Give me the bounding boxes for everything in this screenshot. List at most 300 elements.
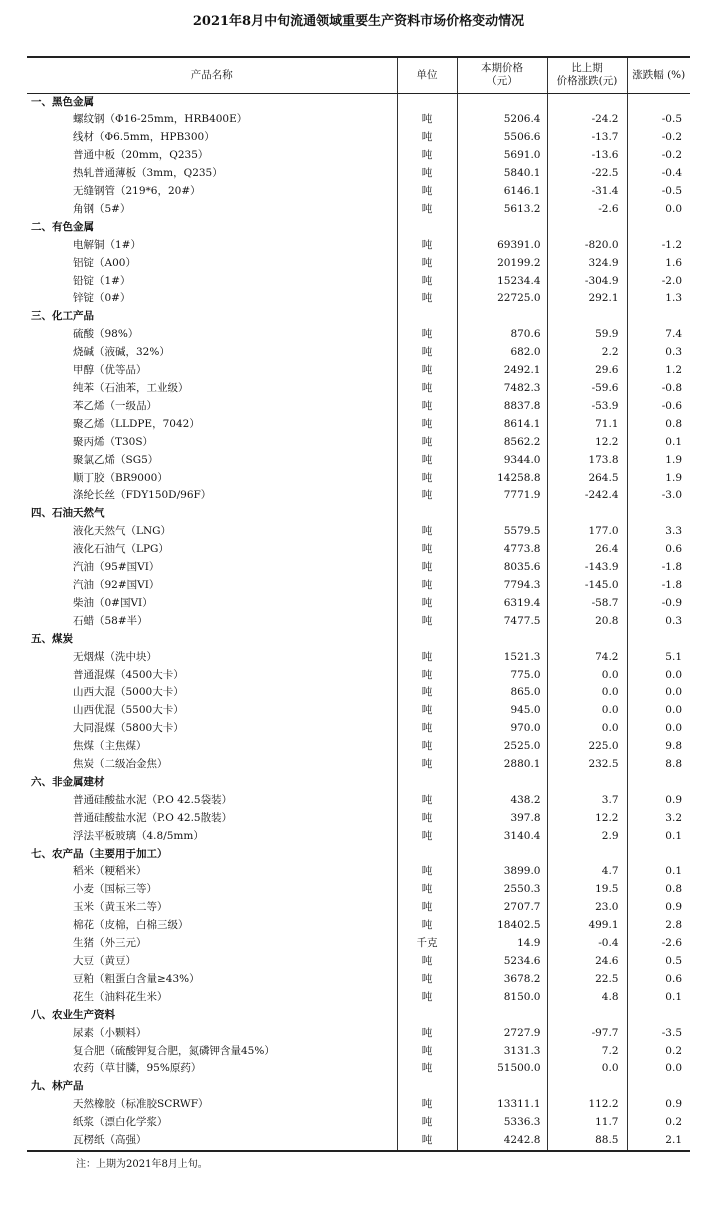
percent-cell: -1.8 bbox=[627, 559, 690, 577]
product-name: 角钢（5#） bbox=[73, 202, 131, 215]
unit-cell: 吨 bbox=[397, 1114, 457, 1132]
percent-cell: 7.4 bbox=[627, 326, 690, 344]
price-cell: 2727.9 bbox=[457, 1025, 547, 1043]
table-row bbox=[27, 577, 690, 595]
product-name: 纸浆（漂白化学浆） bbox=[73, 1116, 168, 1129]
category-title: 四、石油天然气 bbox=[31, 507, 105, 520]
product-name: 山西优混（5500大卡） bbox=[73, 704, 184, 717]
unit-cell: 吨 bbox=[397, 989, 457, 1007]
unit-cell: 吨 bbox=[397, 326, 457, 344]
percent-cell: 0.0 bbox=[627, 1060, 690, 1078]
price-cell: 865.0 bbox=[457, 684, 547, 702]
change-cell: -13.6 bbox=[547, 147, 627, 165]
header-unit: 单位 bbox=[397, 57, 457, 93]
unit-cell: 吨 bbox=[397, 863, 457, 881]
product-name: 电解铜（1#） bbox=[73, 238, 141, 251]
price-cell: 438.2 bbox=[457, 792, 547, 810]
product-name: 复合肥（硫酸钾复合肥，氮磷钾含量45%） bbox=[73, 1044, 275, 1057]
product-name: 涤纶长丝（FDY150D/96F） bbox=[73, 489, 212, 502]
table-row bbox=[27, 989, 690, 1007]
product-name: 普通混煤（4500大卡） bbox=[73, 668, 184, 681]
category-unit-cell bbox=[397, 93, 457, 111]
unit-cell: 吨 bbox=[397, 434, 457, 452]
change-cell: 29.6 bbox=[547, 362, 627, 380]
change-cell: 4.8 bbox=[547, 989, 627, 1007]
footnote: 注：上期为2021年8月上旬。 bbox=[76, 1159, 208, 1170]
unit-cell: 吨 bbox=[397, 595, 457, 613]
percent-cell: 0.0 bbox=[627, 684, 690, 702]
product-name: 瓦楞纸（高强） bbox=[27, 1132, 397, 1151]
percent-cell: 0.1 bbox=[627, 828, 690, 846]
price-cell: 15234.4 bbox=[457, 273, 547, 291]
category-change-cell bbox=[547, 505, 627, 523]
price-cell: 397.8 bbox=[457, 810, 547, 828]
table-row bbox=[27, 290, 690, 308]
category-unit-cell bbox=[397, 846, 457, 864]
table-row bbox=[27, 1132, 690, 1151]
unit-cell: 吨 bbox=[397, 255, 457, 273]
table-row bbox=[27, 917, 690, 935]
change-cell: 12.2 bbox=[547, 434, 627, 452]
change-cell: 2.2 bbox=[547, 344, 627, 362]
price-cell: 14258.8 bbox=[457, 470, 547, 488]
unit-cell: 吨 bbox=[397, 165, 457, 183]
category-price-cell bbox=[457, 774, 547, 792]
price-table bbox=[27, 56, 690, 1152]
change-cell: -820.0 bbox=[547, 237, 627, 255]
price-cell: 18402.5 bbox=[457, 917, 547, 935]
product-name: 硫酸（98%） bbox=[73, 328, 139, 341]
price-cell: 7482.3 bbox=[457, 380, 547, 398]
category-row bbox=[27, 308, 690, 326]
percent-cell: 0.9 bbox=[627, 899, 690, 917]
price-cell: 69391.0 bbox=[457, 237, 547, 255]
change-cell: -31.4 bbox=[547, 183, 627, 201]
product-name: 铅锭（1#） bbox=[73, 274, 131, 287]
product-name: 甲醇（优等品） bbox=[73, 364, 147, 377]
percent-cell: 0.0 bbox=[627, 720, 690, 738]
table-row bbox=[27, 1043, 690, 1061]
change-cell: -58.7 bbox=[547, 595, 627, 613]
category-change-cell bbox=[547, 219, 627, 237]
category-unit-cell bbox=[397, 308, 457, 326]
category-unit-cell bbox=[397, 1078, 457, 1096]
price-cell: 7771.9 bbox=[457, 487, 547, 505]
table-header bbox=[27, 57, 690, 93]
change-cell: 7.2 bbox=[547, 1043, 627, 1061]
unit-cell: 吨 bbox=[397, 1096, 457, 1114]
product-name: 豆粕（粗蛋白含量≥43%） bbox=[73, 972, 200, 985]
unit-cell: 吨 bbox=[397, 667, 457, 685]
change-cell: 173.8 bbox=[547, 452, 627, 470]
change-cell: 0.0 bbox=[547, 720, 627, 738]
change-cell: 88.5 bbox=[547, 1132, 627, 1151]
category-row bbox=[27, 846, 690, 864]
category-unit-cell bbox=[397, 631, 457, 649]
table-row bbox=[27, 362, 690, 380]
product-name: 铝锭（A00） bbox=[73, 256, 136, 269]
table-row bbox=[27, 273, 690, 291]
percent-cell: 0.5 bbox=[627, 953, 690, 971]
change-cell: 71.1 bbox=[547, 416, 627, 434]
percent-cell: 1.9 bbox=[627, 452, 690, 470]
percent-cell: -0.4 bbox=[627, 165, 690, 183]
product-name: 液化石油气（LPG） bbox=[73, 543, 169, 556]
product-name: 无烟煤（洗中块） bbox=[73, 650, 157, 663]
percent-cell: 2.8 bbox=[627, 917, 690, 935]
category-pct-cell bbox=[627, 505, 690, 523]
percent-cell: 0.6 bbox=[627, 971, 690, 989]
change-cell: 19.5 bbox=[547, 881, 627, 899]
product-name: 玉米（黄玉米二等） bbox=[73, 901, 168, 914]
product-name: 普通硅酸盐水泥（P.O 42.5散装） bbox=[73, 811, 233, 824]
change-cell: 292.1 bbox=[547, 290, 627, 308]
price-cell: 870.6 bbox=[457, 326, 547, 344]
table-row bbox=[27, 1114, 690, 1132]
unit-cell: 吨 bbox=[397, 344, 457, 362]
percent-cell: 0.8 bbox=[627, 416, 690, 434]
percent-cell: -0.2 bbox=[627, 147, 690, 165]
change-cell: -59.6 bbox=[547, 380, 627, 398]
category-row bbox=[27, 219, 690, 237]
category-pct-cell bbox=[627, 1078, 690, 1096]
unit-cell: 吨 bbox=[397, 756, 457, 774]
percent-cell: 0.0 bbox=[627, 667, 690, 685]
table-row bbox=[27, 649, 690, 667]
product-name: 小麦（国标三等） bbox=[73, 883, 157, 896]
product-name: 无缝钢管（219*6，20#） bbox=[73, 185, 201, 198]
table-row bbox=[27, 380, 690, 398]
percent-cell: -0.8 bbox=[627, 380, 690, 398]
percent-cell: -1.2 bbox=[627, 237, 690, 255]
unit-cell: 吨 bbox=[397, 1025, 457, 1043]
change-cell: 4.7 bbox=[547, 863, 627, 881]
unit-cell: 吨 bbox=[397, 541, 457, 559]
price-cell: 970.0 bbox=[457, 720, 547, 738]
percent-cell: -3.5 bbox=[627, 1025, 690, 1043]
category-row bbox=[27, 505, 690, 523]
product-name: 农药（草甘膦，95%原药） bbox=[73, 1062, 202, 1075]
price-cell: 3131.3 bbox=[457, 1043, 547, 1061]
category-row bbox=[27, 1007, 690, 1025]
price-cell: 2707.7 bbox=[457, 899, 547, 917]
table-row bbox=[27, 147, 690, 165]
category-price-cell bbox=[457, 219, 547, 237]
percent-cell: -0.2 bbox=[627, 129, 690, 147]
change-cell: 324.9 bbox=[547, 255, 627, 273]
product-name: 天然橡胶（标准胶SCRWF） bbox=[73, 1098, 209, 1111]
category-unit-cell bbox=[397, 219, 457, 237]
table-row bbox=[27, 935, 690, 953]
product-name: 苯乙烯（一级品） bbox=[73, 399, 157, 412]
table-row bbox=[27, 129, 690, 147]
category-price-cell bbox=[457, 631, 547, 649]
table-row bbox=[27, 684, 690, 702]
percent-cell: 8.8 bbox=[627, 756, 690, 774]
change-cell: 20.8 bbox=[547, 613, 627, 631]
product-name: 聚氯乙烯（SG5） bbox=[73, 453, 159, 466]
price-cell: 5840.1 bbox=[457, 165, 547, 183]
change-cell: 59.9 bbox=[547, 326, 627, 344]
change-cell: -0.4 bbox=[547, 935, 627, 953]
price-cell: 945.0 bbox=[457, 702, 547, 720]
change-cell: 0.0 bbox=[547, 702, 627, 720]
percent-cell: 0.2 bbox=[627, 1043, 690, 1061]
change-cell: -22.5 bbox=[547, 165, 627, 183]
category-title: 六、非金属建材 bbox=[31, 775, 105, 788]
price-cell: 3140.4 bbox=[457, 828, 547, 846]
table-row bbox=[27, 667, 690, 685]
category-price-cell bbox=[457, 1007, 547, 1025]
percent-cell: 1.2 bbox=[627, 362, 690, 380]
category-title: 八、农业生产资料 bbox=[31, 1008, 115, 1021]
table-row bbox=[27, 613, 690, 631]
unit-cell: 吨 bbox=[397, 290, 457, 308]
price-cell: 7477.5 bbox=[457, 613, 547, 631]
header-price: 本期价格 （元） bbox=[457, 57, 547, 93]
price-cell: 4773.8 bbox=[457, 541, 547, 559]
product-name: 石蜡（58#半） bbox=[73, 614, 148, 627]
category-title: 七、农产品（主要用于加工） bbox=[31, 847, 168, 860]
table-row bbox=[27, 720, 690, 738]
category-unit-cell bbox=[397, 1007, 457, 1025]
percent-cell: 0.0 bbox=[627, 702, 690, 720]
category-row bbox=[27, 631, 690, 649]
price-cell: 4242.8 bbox=[457, 1132, 547, 1151]
unit-cell: 吨 bbox=[397, 362, 457, 380]
category-pct-cell bbox=[627, 846, 690, 864]
price-cell: 8150.0 bbox=[457, 989, 547, 1007]
table-row bbox=[27, 398, 690, 416]
unit-cell: 吨 bbox=[397, 523, 457, 541]
category-unit-cell bbox=[397, 505, 457, 523]
unit-cell: 吨 bbox=[397, 487, 457, 505]
change-cell: 112.2 bbox=[547, 1096, 627, 1114]
change-cell: 0.0 bbox=[547, 684, 627, 702]
product-name: 锌锭（0#） bbox=[73, 292, 131, 305]
product-name: 聚乙烯（LLDPE，7042） bbox=[73, 417, 200, 430]
unit-cell: 千克 bbox=[397, 935, 457, 953]
change-cell: 264.5 bbox=[547, 470, 627, 488]
price-cell: 8614.1 bbox=[457, 416, 547, 434]
header-change: 比上期 价格涨跌(元) bbox=[547, 57, 627, 93]
percent-cell: -2.6 bbox=[627, 935, 690, 953]
category-title: 一、黑色金属 bbox=[31, 95, 94, 108]
product-name: 汽油（92#国VI） bbox=[73, 578, 160, 591]
unit-cell: 吨 bbox=[397, 702, 457, 720]
change-cell: -143.9 bbox=[547, 559, 627, 577]
price-cell: 5613.2 bbox=[457, 201, 547, 219]
category-pct-cell bbox=[627, 631, 690, 649]
percent-cell: -0.5 bbox=[627, 183, 690, 201]
category-row bbox=[27, 1078, 690, 1096]
table-row bbox=[27, 881, 690, 899]
percent-cell: 0.1 bbox=[627, 989, 690, 1007]
table-row bbox=[27, 255, 690, 273]
table-row bbox=[27, 1060, 690, 1078]
price-cell: 9344.0 bbox=[457, 452, 547, 470]
category-title: 二、有色金属 bbox=[31, 220, 94, 233]
unit-cell: 吨 bbox=[397, 237, 457, 255]
unit-cell: 吨 bbox=[397, 649, 457, 667]
unit-cell: 吨 bbox=[397, 738, 457, 756]
change-cell: -24.2 bbox=[547, 111, 627, 129]
change-cell: 12.2 bbox=[547, 810, 627, 828]
product-name: 聚丙烯（T30S） bbox=[73, 435, 154, 448]
change-cell: 26.4 bbox=[547, 541, 627, 559]
product-name: 焦煤（主焦煤） bbox=[73, 740, 147, 753]
product-name: 普通硅酸盐水泥（P.O 42.5袋装） bbox=[73, 793, 233, 806]
unit-cell: 吨 bbox=[397, 147, 457, 165]
product-name: 汽油（95#国VI） bbox=[73, 561, 160, 574]
category-price-cell bbox=[457, 1078, 547, 1096]
percent-cell: 0.3 bbox=[627, 613, 690, 631]
percent-cell: -0.6 bbox=[627, 398, 690, 416]
table-row bbox=[27, 792, 690, 810]
change-cell: 225.0 bbox=[547, 738, 627, 756]
unit-cell: 吨 bbox=[397, 810, 457, 828]
category-change-cell bbox=[547, 93, 627, 111]
change-cell: 0.0 bbox=[547, 667, 627, 685]
unit-cell: 吨 bbox=[397, 792, 457, 810]
price-cell: 8562.2 bbox=[457, 434, 547, 452]
product-name: 焦炭（二级冶金焦） bbox=[73, 758, 168, 771]
table-row bbox=[27, 434, 690, 452]
table-body bbox=[27, 93, 690, 1151]
change-cell: 23.0 bbox=[547, 899, 627, 917]
category-pct-cell bbox=[627, 774, 690, 792]
percent-cell: 9.8 bbox=[627, 738, 690, 756]
percent-cell: 1.6 bbox=[627, 255, 690, 273]
product-name: 稻米（粳稻米） bbox=[73, 865, 147, 878]
percent-cell: 3.3 bbox=[627, 523, 690, 541]
category-unit-cell bbox=[397, 774, 457, 792]
price-cell: 8837.8 bbox=[457, 398, 547, 416]
percent-cell: -3.0 bbox=[627, 487, 690, 505]
unit-cell: 吨 bbox=[397, 470, 457, 488]
change-cell: 3.7 bbox=[547, 792, 627, 810]
table-row bbox=[27, 326, 690, 344]
price-cell: 682.0 bbox=[457, 344, 547, 362]
unit-cell: 吨 bbox=[397, 613, 457, 631]
unit-cell: 吨 bbox=[397, 881, 457, 899]
product-name: 液化天然气（LNG） bbox=[73, 525, 172, 538]
unit-cell: 吨 bbox=[397, 111, 457, 129]
change-cell: 499.1 bbox=[547, 917, 627, 935]
unit-cell: 吨 bbox=[397, 720, 457, 738]
percent-cell: 3.2 bbox=[627, 810, 690, 828]
category-change-cell bbox=[547, 774, 627, 792]
price-cell: 775.0 bbox=[457, 667, 547, 685]
price-cell: 5506.6 bbox=[457, 129, 547, 147]
table-row bbox=[27, 452, 690, 470]
percent-cell: 0.8 bbox=[627, 881, 690, 899]
category-price-cell bbox=[457, 93, 547, 111]
product-name: 山西大混（5000大卡） bbox=[73, 686, 184, 699]
price-cell: 2525.0 bbox=[457, 738, 547, 756]
product-name: 浮法平板玻璃（4.8/5mm） bbox=[73, 829, 204, 842]
table-row bbox=[27, 523, 690, 541]
price-cell: 14.9 bbox=[457, 935, 547, 953]
table-row bbox=[27, 344, 690, 362]
category-row bbox=[27, 93, 690, 111]
category-change-cell bbox=[547, 846, 627, 864]
unit-cell: 吨 bbox=[397, 917, 457, 935]
unit-cell: 吨 bbox=[397, 452, 457, 470]
category-pct-cell bbox=[627, 1007, 690, 1025]
change-cell: 2.9 bbox=[547, 828, 627, 846]
unit-cell: 吨 bbox=[397, 380, 457, 398]
category-price-cell bbox=[457, 308, 547, 326]
table-row bbox=[27, 953, 690, 971]
unit-cell: 吨 bbox=[397, 684, 457, 702]
unit-cell: 吨 bbox=[397, 559, 457, 577]
change-cell: 0.0 bbox=[547, 1060, 627, 1078]
unit-cell: 吨 bbox=[397, 1060, 457, 1078]
change-cell: -242.4 bbox=[547, 487, 627, 505]
category-row bbox=[27, 774, 690, 792]
percent-cell: 1.3 bbox=[627, 290, 690, 308]
change-cell: 74.2 bbox=[547, 649, 627, 667]
table-row bbox=[27, 470, 690, 488]
percent-cell: 0.1 bbox=[627, 863, 690, 881]
percent-cell: 0.0 bbox=[627, 201, 690, 219]
percent-cell: 5.1 bbox=[627, 649, 690, 667]
price-cell: 22725.0 bbox=[457, 290, 547, 308]
percent-cell: 0.2 bbox=[627, 1114, 690, 1132]
change-cell: 11.7 bbox=[547, 1114, 627, 1132]
table-row bbox=[27, 1096, 690, 1114]
category-change-cell bbox=[547, 1078, 627, 1096]
unit-cell: 吨 bbox=[397, 953, 457, 971]
product-name: 尿素（小颗料） bbox=[73, 1026, 147, 1039]
table-row bbox=[27, 971, 690, 989]
product-name: 大豆（黄豆） bbox=[73, 955, 136, 967]
price-cell: 5691.0 bbox=[457, 147, 547, 165]
product-name: 生猪（外三元） bbox=[73, 937, 147, 950]
change-cell: 22.5 bbox=[547, 971, 627, 989]
table-row bbox=[27, 559, 690, 577]
percent-cell: 1.9 bbox=[627, 470, 690, 488]
percent-cell: 0.6 bbox=[627, 541, 690, 559]
table-row bbox=[27, 828, 690, 846]
price-cell: 2550.3 bbox=[457, 881, 547, 899]
table-row bbox=[27, 738, 690, 756]
table-row bbox=[27, 863, 690, 881]
product-name: 花生（油料花生米） bbox=[73, 990, 168, 1003]
change-cell: -145.0 bbox=[547, 577, 627, 595]
unit-cell: 吨 bbox=[397, 1132, 457, 1151]
category-pct-cell bbox=[627, 93, 690, 111]
price-cell: 51500.0 bbox=[457, 1060, 547, 1078]
unit-cell: 吨 bbox=[397, 577, 457, 595]
unit-cell: 吨 bbox=[397, 183, 457, 201]
unit-cell: 吨 bbox=[397, 273, 457, 291]
price-cell: 6146.1 bbox=[457, 183, 547, 201]
table-row bbox=[27, 756, 690, 774]
category-change-cell bbox=[547, 1007, 627, 1025]
product-name: 纯苯（石油苯，工业级） bbox=[73, 382, 189, 394]
price-cell: 13311.1 bbox=[457, 1096, 547, 1114]
price-cell: 3899.0 bbox=[457, 863, 547, 881]
percent-cell: 2.1 bbox=[627, 1132, 690, 1151]
header-percent: 涨跌幅 (%) bbox=[627, 57, 690, 93]
price-cell: 1521.3 bbox=[457, 649, 547, 667]
table-row bbox=[27, 201, 690, 219]
price-cell: 2492.1 bbox=[457, 362, 547, 380]
product-name: 螺纹钢（Φ16-25mm，HRB400E） bbox=[73, 113, 248, 126]
category-title: 五、煤炭 bbox=[31, 632, 73, 645]
